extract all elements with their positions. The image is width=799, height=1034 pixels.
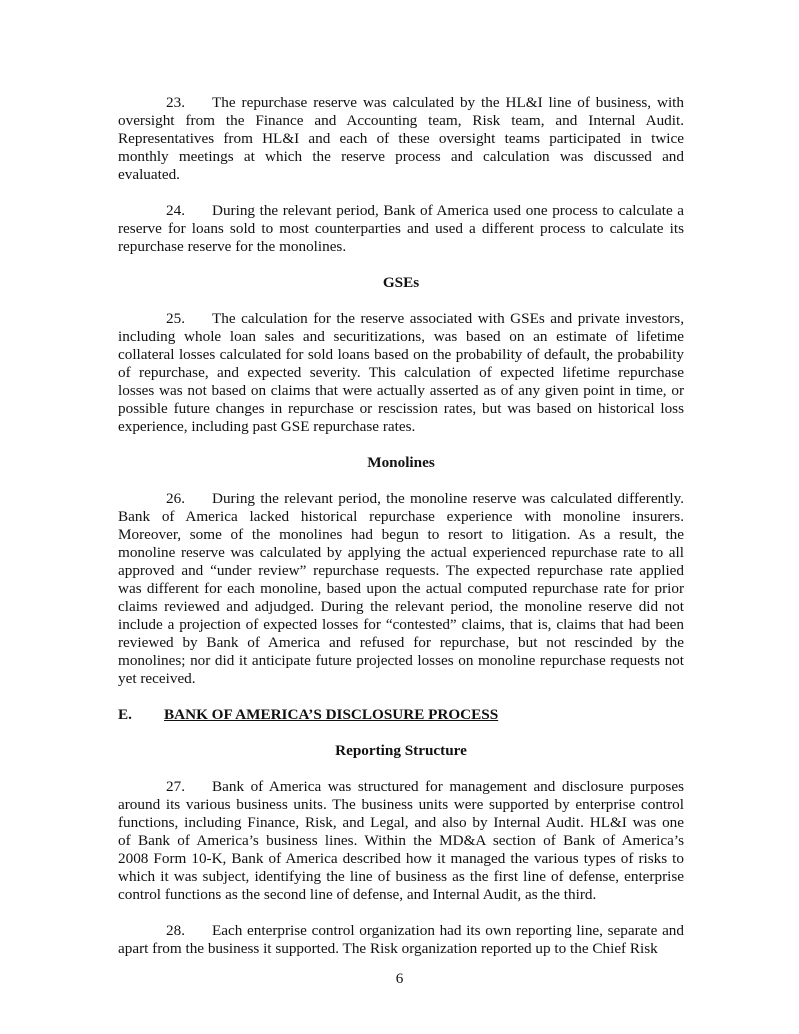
- paragraph-23: [118, 94, 684, 184]
- line-text: reviewed by Bank of America and refused for repurchase, but not rescinded by the: [118, 634, 684, 651]
- paragraph-line: [118, 400, 684, 418]
- paragraph-line: [118, 166, 684, 184]
- paragraph-line: [118, 346, 684, 364]
- line-text: approved and “under review” repurchase requests. The expected repurchase rate applied: [118, 562, 684, 579]
- line-text: possible future changes in repurchase or rescission rates, but was based on historical loss: [118, 400, 684, 417]
- paragraph-number: 28.: [166, 922, 185, 939]
- subheading: Reporting Structure: [335, 742, 467, 759]
- line-text: including whole loan sales and securitizations, was based on an estimate of lifetime: [118, 328, 684, 345]
- paragraph-number: 24.: [166, 202, 185, 219]
- paragraph-line: [118, 382, 684, 400]
- paragraph-line: [118, 670, 684, 688]
- paragraph-25: [118, 310, 684, 436]
- paragraph-line: [118, 526, 684, 544]
- paragraph-line: [118, 418, 684, 436]
- paragraph-line: [118, 652, 684, 670]
- line-text: was different for each monoline, based upon the actual computed repurchase rate for prior: [118, 580, 684, 597]
- paragraph-line: [118, 508, 684, 526]
- section-letter: E.: [118, 706, 132, 723]
- paragraph-line: [118, 328, 684, 346]
- line-text: yet received.: [118, 670, 196, 687]
- paragraph-number: 27.: [166, 778, 185, 795]
- paragraph-line: [118, 238, 684, 256]
- paragraph-line: [118, 562, 684, 580]
- line-text: monoline reserve was calculated by applying the actual experienced repurchase rate to all: [118, 544, 684, 561]
- line-text: repurchase reserve for the monolines.: [118, 238, 347, 255]
- line-text: Bank of America was structured for management and disclosure purposes: [212, 778, 684, 795]
- subheading: Monolines: [367, 454, 435, 471]
- line-text: apart from the business it supported. The Risk organization reported up to the Chief Risk: [118, 940, 658, 957]
- line-text: which it was subject, identifying the line of business as the first line of defense, enterprise: [118, 868, 684, 885]
- paragraph-line: [118, 94, 684, 112]
- line-text: Bank of America lacked historical repurchase experience with monoline insurers.: [118, 508, 684, 525]
- paragraph-line: [118, 580, 684, 598]
- page-number: 6: [395, 970, 404, 987]
- line-text: Each enterprise control organization had its own reporting line, separate and: [212, 922, 684, 939]
- paragraph-line: [118, 598, 684, 616]
- paragraph-number: 26.: [166, 490, 185, 507]
- line-text: of repurchase, and expected severity. This calculation of expected lifetime repurchase: [118, 364, 684, 381]
- line-text: monthly meetings at which the reserve process and calculation was discussed and: [118, 148, 684, 165]
- paragraph-number: 23.: [166, 94, 185, 111]
- paragraph-line: [118, 544, 684, 562]
- line-text: include a projection of expected losses for “contested” claims, that is, claims that had been: [118, 616, 684, 633]
- paragraph-line: [118, 634, 684, 652]
- paragraph-line: [118, 112, 684, 130]
- paragraph-number: 25.: [166, 310, 185, 327]
- section-heading: [118, 706, 684, 724]
- paragraph-28: [118, 922, 684, 958]
- subheading: GSEs: [382, 274, 420, 291]
- paragraph-line: [118, 922, 684, 940]
- line-text: of Bank of America’s business lines. Within the MD&A section of Bank of America’s: [118, 832, 684, 849]
- line-text: functions, including Finance, Risk, and Legal, and also by Internal Audit. HL&I was one: [118, 814, 684, 831]
- line-text: The repurchase reserve was calculated by the HL&I line of business, with: [212, 94, 684, 111]
- line-text: oversight from the Finance and Accounting team, Risk team, and Internal Audit.: [118, 112, 684, 129]
- line-text: evaluated.: [118, 166, 180, 183]
- paragraph-line: [118, 490, 684, 508]
- paragraph-line: [118, 202, 684, 220]
- line-text: Moreover, some of the monolines had begun to resort to litigation. As a result, the: [118, 526, 684, 543]
- paragraph-line: [118, 220, 684, 238]
- line-text: collateral losses calculated for sold loans based on the probability of default, the probability: [118, 346, 684, 363]
- section-title: BANK OF AMERICA’S DISCLOSURE PROCESS: [164, 706, 499, 723]
- paragraph-line: [118, 832, 684, 850]
- paragraph-line: [118, 616, 684, 634]
- paragraph-26: [118, 490, 684, 688]
- line-text: During the relevant period, the monoline reserve was calculated differently.: [212, 490, 684, 507]
- line-text: During the relevant period, Bank of America used one process to calculate a: [212, 202, 684, 219]
- paragraph-line: [118, 886, 684, 904]
- line-text: losses was not based on claims that were actually asserted as of any given point in time, or: [118, 382, 684, 399]
- line-text: around its various business units. The business units were supported by enterprise control: [118, 796, 684, 813]
- paragraph-line: [118, 814, 684, 832]
- paragraph-24: [118, 202, 684, 256]
- line-text: The calculation for the reserve associated with GSEs and private investors,: [212, 310, 684, 327]
- paragraph-line: [118, 850, 684, 868]
- line-text: monolines; nor did it anticipate future projected losses on monoline repurchase requests not: [118, 652, 684, 669]
- paragraph-line: [118, 940, 684, 958]
- line-text: 2008 Form 10-K, Bank of America described how it managed the various types of risks to: [118, 850, 684, 867]
- paragraph-line: [118, 796, 684, 814]
- paragraph-line: [118, 868, 684, 886]
- paragraph-line: [118, 364, 684, 382]
- paragraph-line: [118, 148, 684, 166]
- paragraph-line: [118, 130, 684, 148]
- line-text: control functions as the second line of defense, and Internal Audit, as the third.: [118, 886, 597, 903]
- paragraph-27: [118, 778, 684, 904]
- line-text: experience, including past GSE repurchase rates.: [118, 418, 416, 435]
- line-text: Representatives from HL&I and each of these oversight teams participated in twice: [118, 130, 684, 147]
- document-page: [118, 94, 684, 976]
- line-text: reserve for loans sold to most counterparties and used a different process to calculate its: [118, 220, 684, 237]
- paragraph-line: [118, 778, 684, 796]
- paragraph-line: [118, 310, 684, 328]
- line-text: claims reviewed and adjudged. During the relevant period, the monoline reserve did not: [118, 598, 684, 615]
